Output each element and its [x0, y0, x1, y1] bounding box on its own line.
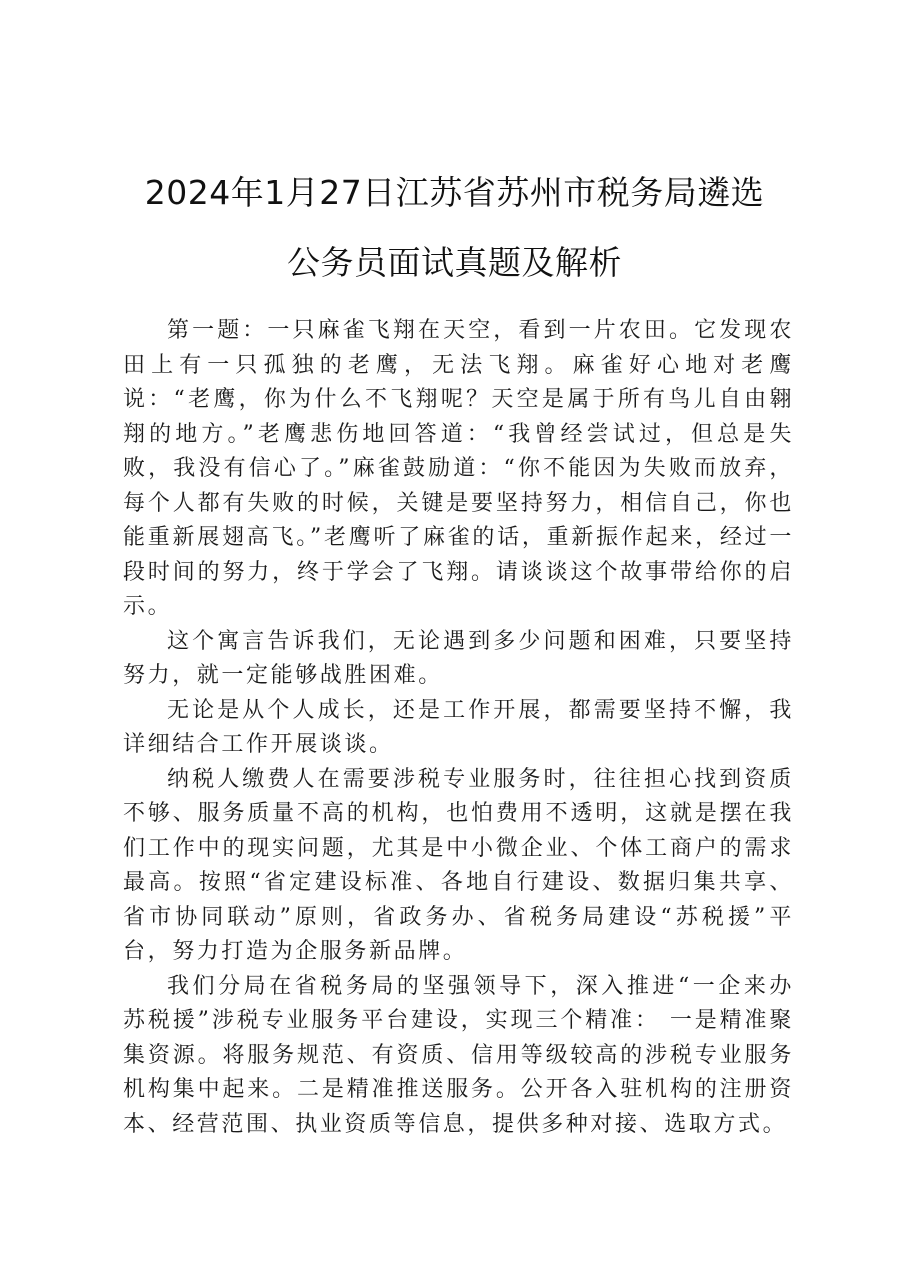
- paragraph-answer-4: 我们分局在省税务局的坚强领导下，深入推进“一企来办苏税援”涉税专业服务平台建设，实现三个精准： 一是精准聚集资源。将服务规范、有资质、信用等级较高的涉税专业服务机构集中起来。二是精准推送服务。公开各入驻机构的注册资本、经营范围、执业资质等信息，提供多种对接、选取方式。: [123, 973, 794, 1137]
- document-body: [123, 314, 794, 1142]
- document-title: [0, 158, 909, 298]
- title-line-2: 公务员面试真题及解析: [287, 243, 622, 282]
- paragraph-answer-3: 纳税人缴费人在需要涉税专业服务时，往往担心找到资质不够、服务质量不高的机构，也怕费用不透明，这就是摆在我们工作中的现实问题，尤其是中小微企业、个体工商户的需求最高。按照“省定建设标准、各地自行建设、数据归集共享、省市协同联动”原则，省政务办、省税务局建设“苏税援”平台，努力打造为企服务新品牌。: [123, 766, 794, 964]
- paragraph-question: 第一题：一只麻雀飞翔在天空，看到一片农田。它发现农田上有一只孤独的老鹰，无法飞翔。麻雀好心地对老鹰说：“老鹰，你为什么不飞翔呢？天空是属于所有鸟儿自由翱翔的地方。”老鹰悲伤地回答道：“我曾经尝试过，但总是失败，我没有信心了。”麻雀鼓励道：“你不能因为失败而放弃，每个人都有失败的时候，关键是要坚持努力，相信自己，你也能重新展翅高飞。”老鹰听了麻雀的话，重新振作起来，经过一段时间的努力，终于学会了飞翔。请谈谈这个故事带给你的启示。: [123, 318, 794, 619]
- paragraph-answer-1: 这个寓言告诉我们，无论遇到多少问题和困难，只要坚持努力，就一定能够战胜困难。: [123, 628, 794, 688]
- paragraph-answer-2: 无论是从个人成长，还是工作开展，都需要坚持不懈，我详细结合工作开展谈谈。: [123, 697, 794, 757]
- title-line-1: 2024年1月27日江苏省苏州市税务局遴选: [144, 173, 765, 212]
